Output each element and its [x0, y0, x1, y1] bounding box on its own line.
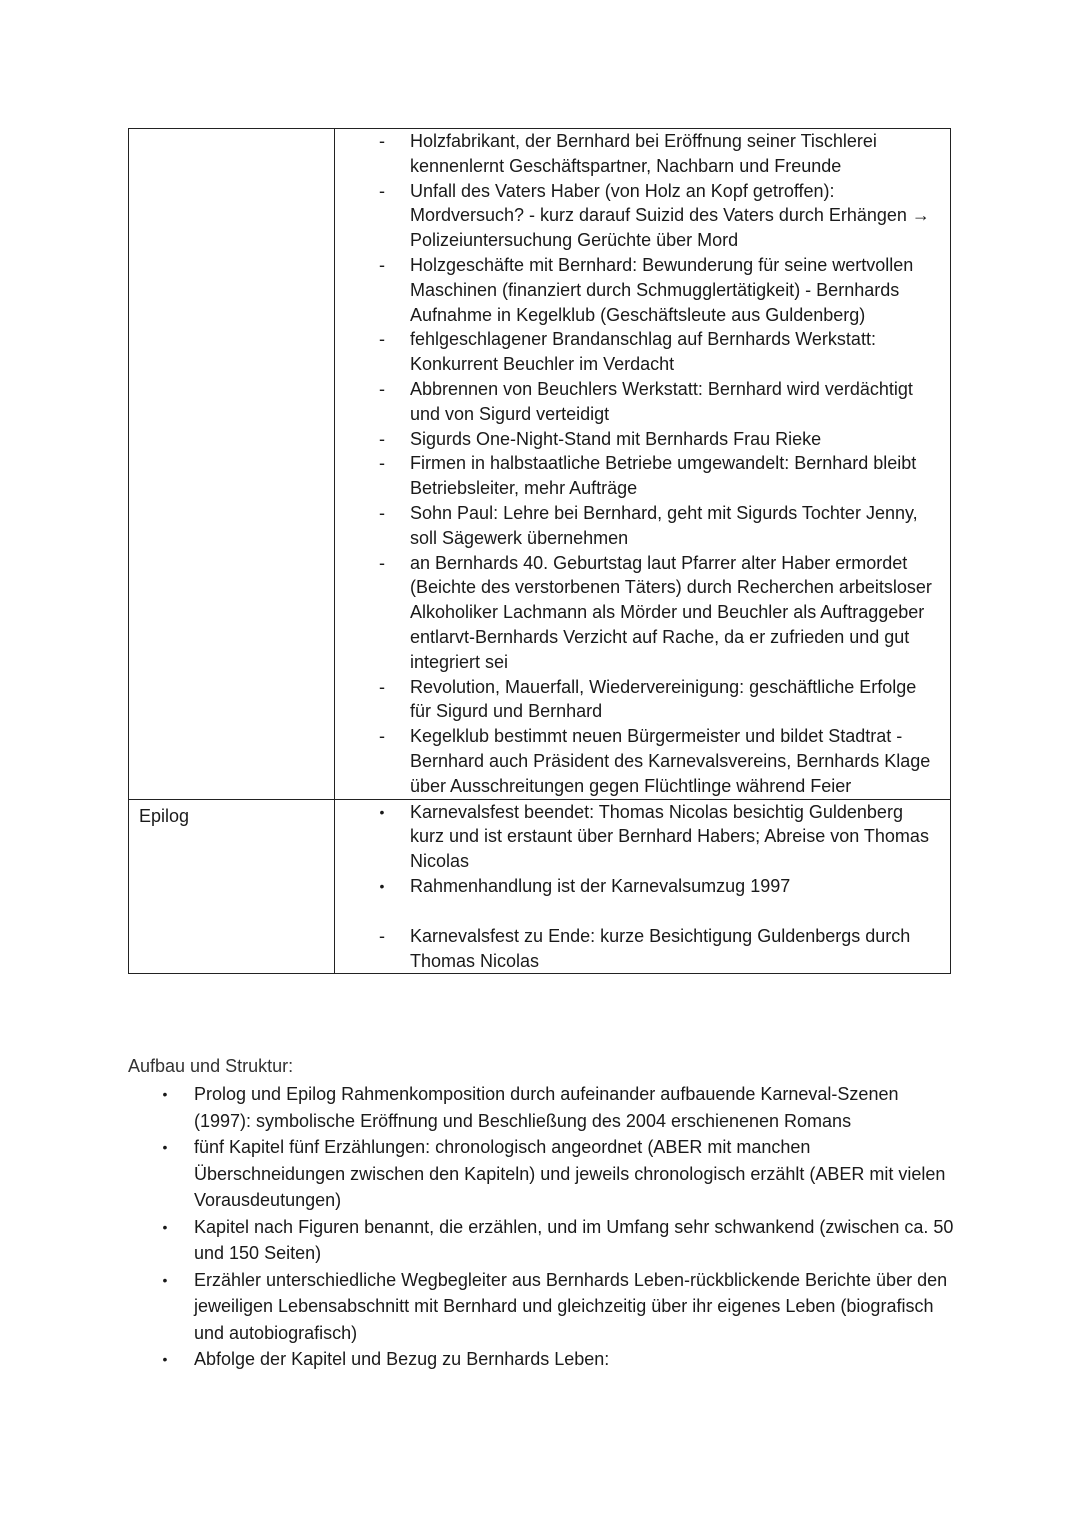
dash-marker: -	[379, 180, 385, 201]
row-label	[129, 129, 334, 133]
list-item	[335, 724, 950, 798]
dash-marker: -	[379, 726, 385, 747]
row-content-cell	[335, 799, 951, 974]
list-item	[335, 501, 950, 551]
dash-marker: -	[379, 925, 385, 946]
dash-marker: -	[379, 254, 385, 275]
row-content-cell	[335, 129, 951, 800]
list-item	[128, 1267, 958, 1347]
table-row	[129, 129, 951, 800]
list-item-text: Holzfabrikant, der Bernhard bei Eröffnung seiner Tischlerei kennenlernt Geschäftspartner, Nachbarn und Freunde	[410, 131, 877, 176]
list-item-text: Karnevalsfest beendet: Thomas Nicolas besichtig Guldenberg kurz und ist erstaunt über Bernhard Habers; Abreise von Thomas Nicolas	[410, 801, 929, 872]
list-item-text: fünf Kapitel fünf Erzählungen: chronologisch angeordnet (ABER mit manchen Überschneidungen zwischen den Kapiteln) und jeweils chronologisch erzählt (ABER mit vielen Vorausdeutungen)	[194, 1137, 946, 1210]
structure-section	[128, 1054, 958, 1373]
list-item-text: Sohn Paul: Lehre bei Bernhard, geht mit Sigurds Tochter Jenny, soll Sägewerk übernehmen	[410, 502, 918, 548]
dash-marker: -	[379, 428, 385, 449]
list-item	[335, 327, 950, 377]
list-item-text: Unfall des Vaters Haber (von Holz an Kopf getroffen): Mordversuch? - kurz darauf Suizid des Vaters durch Erhängen → Polizeiuntersuchung Gerüchte über Mord	[410, 180, 930, 251]
row-label: Epilog	[139, 805, 190, 826]
event-list	[335, 129, 950, 799]
list-item	[128, 1134, 958, 1214]
list-item	[335, 253, 950, 327]
bullet-marker: •	[162, 1086, 168, 1102]
list-item-text: Rahmenhandlung ist der Karnevalsumzug 1997	[410, 875, 791, 896]
section-heading: Aufbau und Struktur:	[128, 1056, 294, 1076]
dash-marker: -	[379, 453, 385, 474]
row-label-cell	[129, 799, 335, 974]
list-item	[128, 1346, 958, 1373]
list-item	[335, 129, 950, 179]
dash-marker: -	[379, 378, 385, 399]
row-label-cell	[129, 129, 335, 800]
epilog-list	[335, 800, 950, 974]
bullet-marker: •	[162, 1139, 168, 1155]
list-item	[335, 551, 950, 675]
dash-marker: -	[379, 502, 385, 523]
list-item	[335, 800, 950, 874]
list-item	[128, 1081, 958, 1134]
bullet-marker: •	[379, 877, 385, 894]
bullet-marker: •	[379, 803, 385, 820]
list-item-text: Prolog und Epilog Rahmenkomposition durch aufeinander aufbauende Karneval-Szenen (1997): symbolische Eröffnung und Beschließung des 2004 erschienenen Romans	[194, 1084, 899, 1131]
list-item-text: Abfolge der Kapitel und Bezug zu Bernhards Leben:	[194, 1349, 610, 1369]
list-item-text: Sigurds One-Night-Stand mit Bernhards Frau Rieke	[410, 428, 822, 449]
dash-marker: -	[379, 329, 385, 350]
list-item	[335, 874, 950, 899]
dash-marker: -	[379, 552, 385, 573]
list-item-text: fehlgeschlagener Brandanschlag auf Bernhards Werkstatt: Konkurrent Beuchler im Verdacht	[410, 329, 876, 375]
table-row	[129, 799, 951, 974]
list-item-text: Firmen in halbstaatliche Betriebe umgewandelt: Bernhard bleibt Betriebsleiter, mehr Aufträge	[410, 453, 917, 499]
bullet-marker: •	[162, 1218, 168, 1235]
list-item	[128, 1214, 958, 1267]
list-item-text: Kegelklub bestimmt neuen Bürgermeister und bildet Stadtrat - Bernhard auch Präsident des Karnevalsvereins, Bernhards Klage über Ausschreitungen gegen Flüchtlinge während Feier	[410, 726, 931, 796]
list-item	[335, 451, 950, 501]
list-item-text: Karnevalsfest zu Ende: kurze Besichtigung Guldenbergs durch Thomas Nicolas	[410, 925, 911, 971]
content-table	[128, 128, 951, 974]
list-item-text: Holzgeschäfte mit Bernhard: Bewunderung für seine wertvollen Maschinen (finanziert durch Schmugglertätigkeit) - Bernhards Aufnahme in Kegelklub (Geschäftsleute aus Guldenberg)	[410, 254, 914, 325]
list-item	[335, 427, 950, 452]
bullet-marker: •	[162, 1351, 168, 1367]
list-item-text: Revolution, Mauerfall, Wiedervereinigung: geschäftliche Erfolge für Sigurd und Bernhard	[410, 676, 917, 722]
list-item	[335, 179, 950, 253]
list-item-text: an Bernhards 40. Geburtstag laut Pfarrer alter Haber ermordet (Beichte des verstorbenen Täters) durch Recherchen arbeitsloser Alkoholiker Lachmann als Mörder und Beuchler als Auftraggeber entlarvt-Bernhards Verzicht auf Rache, da er zufrieden und gut integriert sei	[410, 552, 932, 672]
list-item	[335, 377, 950, 427]
bullet-marker: •	[162, 1271, 168, 1288]
dash-marker: -	[379, 676, 385, 697]
list-item-text: Kapitel nach Figuren benannt, die erzählen, und im Umfang sehr schwankend (zwischen ca. 50 und 150 Seiten)	[194, 1216, 954, 1263]
structure-list	[128, 1081, 958, 1373]
dash-marker: -	[379, 131, 385, 151]
list-item	[335, 675, 950, 725]
list-item-text: Erzähler unterschiedliche Wegbegleiter aus Bernhards Leben-rückblickende Berichte über den jeweiligen Lebensabschnitt mit Bernhard und gleichzeitig über ihr eigenes Leben (biografisch und autobiografisch)	[194, 1269, 948, 1343]
list-item	[335, 924, 950, 974]
list-item-text: Abbrennen von Beuchlers Werkstatt: Bernhard wird verdächtigt und von Sigurd verteidigt	[410, 378, 913, 424]
